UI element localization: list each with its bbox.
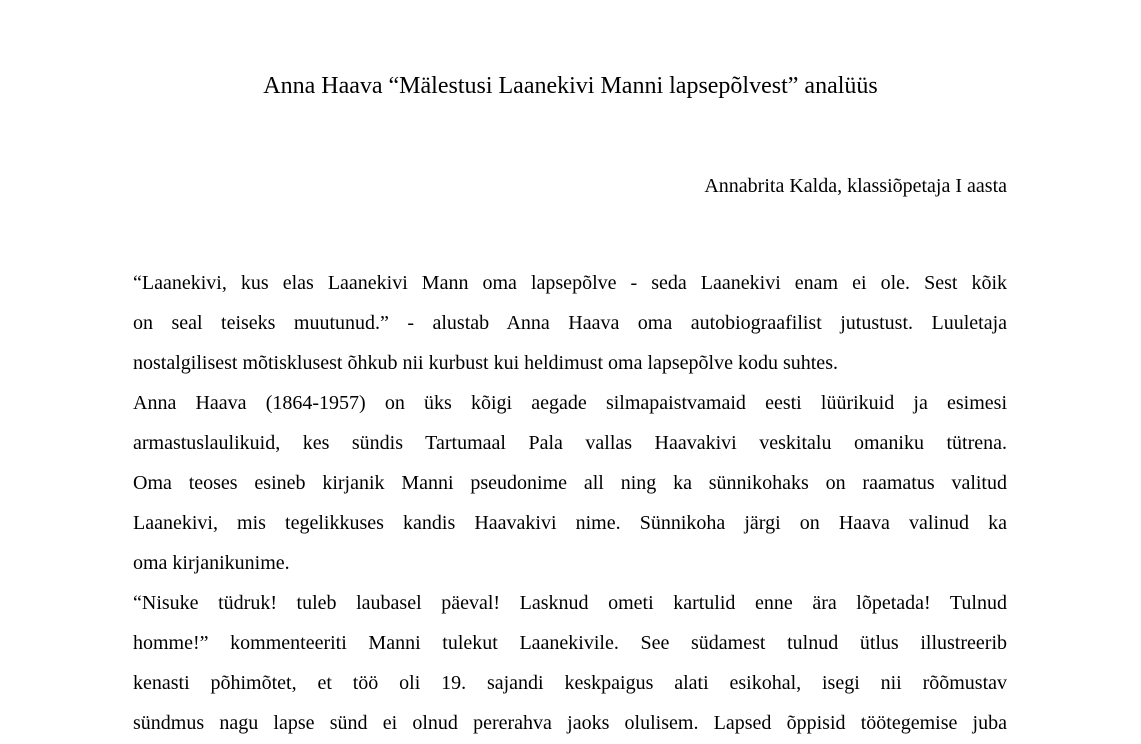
text-line: armastuslaulikuid, kes sündis Tartumaal Pala vallas Haavakivi veskitalu omaniku tütrena. — [133, 432, 1007, 454]
text-line: Laanekivi, mis tegelikkuses kandis Haavakivi nime. Sünnikoha järgi on Haava valinud ka — [133, 512, 1007, 534]
text-line: sündmus nagu lapse sünd ei olnud pererahva jaoks olulisem. Lapsed õppisid töötegemise juba — [133, 712, 1007, 734]
author-line: Annabrita Kalda, klassiõpetaja I aasta — [704, 175, 1007, 197]
text-line: nostalgilisest mõtisklusest õhkub nii kurbust kui heldimust oma lapsepõlve kodu suhtes. — [133, 352, 838, 374]
text-line: kenasti põhimõtet, et töö oli 19. sajandi keskpaigus alati esikohal, isegi nii rõõmustav — [133, 672, 1007, 694]
paragraph-2 — [133, 383, 1007, 583]
document-title: Anna Haava “Mälestusi Laanekivi Manni lapsepõlvest” analüüs — [263, 73, 878, 99]
text-line: homme!” kommenteeriti Manni tulekut Laanekivile. See südamest tulnud ütlus illustreerib — [133, 632, 1007, 654]
text-line: “Laanekivi, kus elas Laanekivi Mann oma lapsepõlve - seda Laanekivi enam ei ole. Sest kõik — [133, 272, 1007, 294]
text-line: Oma teoses esineb kirjanik Manni pseudonime all ning ka sünnikohaks on raamatus valitud — [133, 472, 1007, 494]
paragraph-1 — [133, 263, 1007, 383]
text-line: “Nisuke tüdruk! tuleb laubasel päeval! Lasknud ometi kartulid enne ära lõpetada! Tulnud — [133, 592, 1007, 614]
text-line: oma kirjanikunime. — [133, 552, 290, 574]
document-body — [133, 263, 1007, 743]
text-line: Anna Haava (1864-1957) on üks kõigi aegade silmapaistvamaid eesti lüürikuid ja esimesi — [133, 392, 1007, 414]
paragraph-3 — [133, 583, 1007, 743]
text-line: on seal teiseks muutunud.” - alustab Anna Haava oma autobiograafilist jutustust. Luuletaja — [133, 312, 1007, 334]
